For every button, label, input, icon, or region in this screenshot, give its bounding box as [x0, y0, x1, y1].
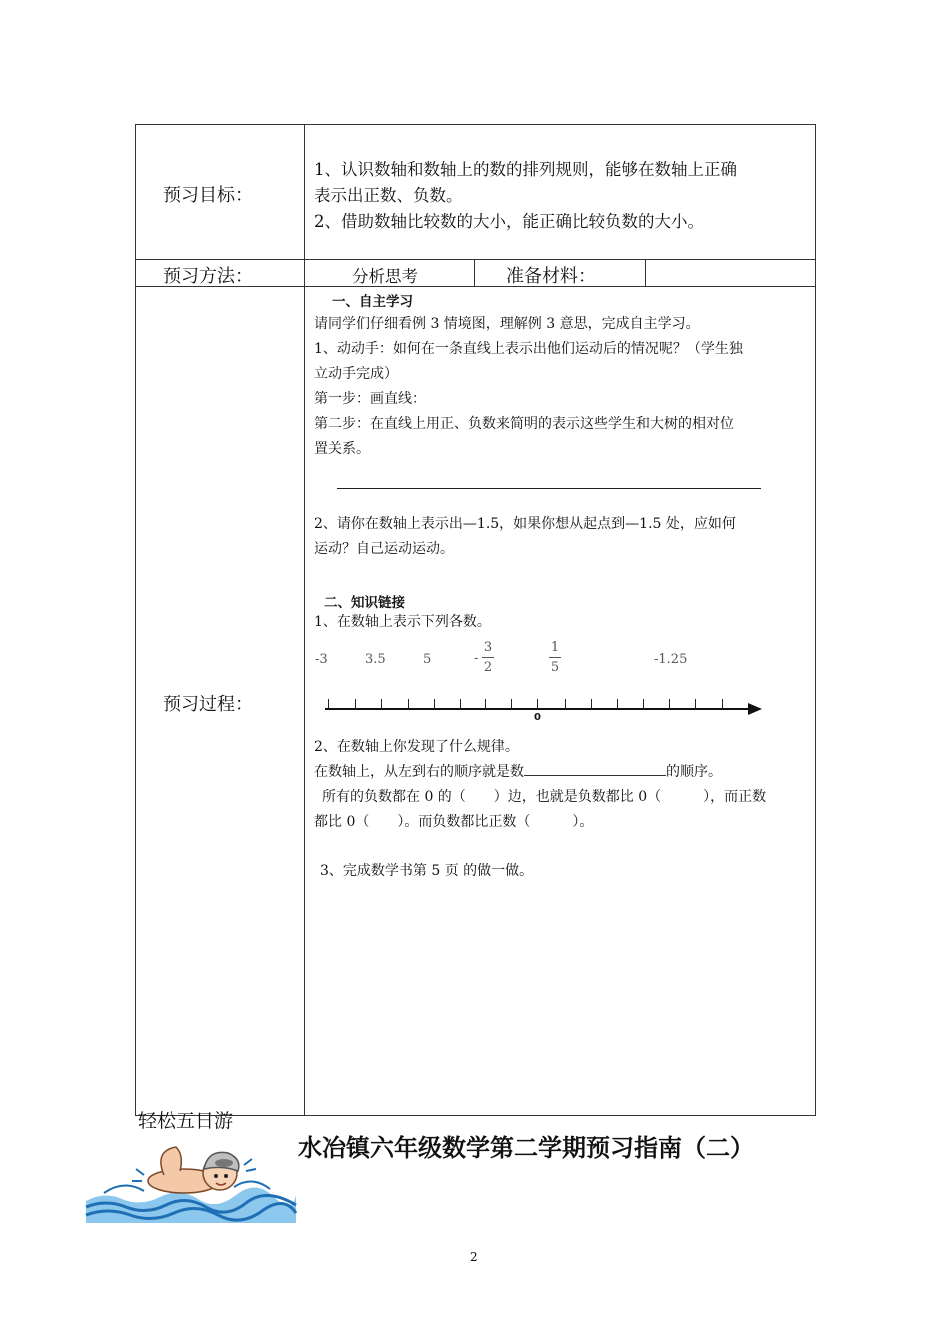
answer-blank-order[interactable]: [524, 759, 666, 776]
axis-zero-label: 0: [534, 712, 541, 723]
goal-line-2: 表示出正数、负数。: [314, 186, 463, 205]
axis-tick: [643, 699, 644, 709]
axis-tick: [434, 699, 435, 709]
fraction-1-numerator: 3: [483, 640, 493, 655]
drawing-line: [337, 488, 761, 489]
axis-tick: [617, 699, 618, 709]
section-1-intro: 请同学们仔细看例 3 情境图，理解例 3 意思，完成自主学习。: [314, 316, 700, 332]
axis-tick: [485, 699, 486, 709]
method-divider-2: [645, 259, 646, 287]
fraction-2-bar: [549, 657, 561, 658]
section-1-title: 一、自主学习: [332, 294, 413, 310]
question-1-line-1: 1、动动手：如何在一条直线上表示出他们运动后的情况呢？（学生独: [314, 341, 743, 357]
fraction-1-denominator: 2: [483, 660, 493, 675]
table-row-divider-1: [135, 259, 816, 260]
axis-tick: [591, 699, 592, 709]
number-neg-1-25: -1.25: [654, 652, 688, 667]
question-2-line-2: 运动？自己运动运动。: [314, 541, 454, 557]
knowledge-2-line-2: 所有的负数都在 0 的（ ）边，也就是负数都比 0（ ），而正数: [322, 789, 767, 805]
table-border-left: [135, 124, 136, 1116]
fraction-2-numerator: 1: [550, 640, 560, 655]
knowledge-2-line-1-end: 的顺序。: [666, 764, 722, 780]
method-label: 预习方法：: [163, 266, 253, 287]
swimmer-icon: [84, 1135, 298, 1225]
fraction-1-bar: [482, 657, 494, 658]
axis-tick: [695, 699, 696, 709]
knowledge-2-line-1-start: 在数轴上，从左到右的顺序就是数: [314, 764, 524, 780]
fraction-1-5: [549, 640, 561, 675]
table-border-top: [135, 124, 816, 125]
materials-label: 准备材料：: [506, 266, 596, 287]
axis-tick: [722, 699, 723, 709]
axis-tick: [408, 699, 409, 709]
knowledge-2: 2、在数轴上你发现了什么规律。: [314, 739, 519, 755]
axis-tick: [565, 699, 566, 709]
number-3-5: 3.5: [365, 652, 386, 667]
number-neg-3: -3: [315, 652, 328, 667]
knowledge-2-line-3: 都比 0（ ）。而负数都比正数（ ）。: [314, 814, 594, 830]
number-axis: [325, 697, 765, 721]
number-axis-arrow-icon: [748, 703, 762, 715]
step-2-line-1: 第二步：在直线上用正、负数来简明的表示这些学生和大树的相对位: [314, 416, 734, 432]
knowledge-1: 1、在数轴上表示下列各数。: [314, 614, 491, 630]
axis-tick: [511, 699, 512, 709]
goal-line-3: 2、借助数轴比较数的大小，能正确比较负数的大小。: [314, 212, 704, 231]
axis-tick: [328, 699, 329, 709]
table-col-divider: [304, 124, 305, 1116]
table-border-right: [815, 124, 816, 1116]
knowledge-2-line-1: [314, 759, 722, 785]
axis-tick: [355, 699, 356, 709]
knowledge-3: 3、完成数学书第 5 页 的做一做。: [320, 863, 534, 879]
goal-label: 预习目标：: [163, 185, 253, 206]
section-2-title: 二、知识链接: [324, 595, 405, 611]
question-2-line-1: 2、请你在数轴上表示出—1.5，如果你想从起点到—1.5 处，应如何: [314, 516, 736, 532]
footer-tag: 轻松五日游: [138, 1110, 234, 1132]
step-1: 第一步：画直线：: [314, 391, 426, 407]
table-border-bottom: [135, 1115, 816, 1116]
fraction-2-denominator: 5: [550, 660, 560, 675]
footer-title: 水冶镇六年级数学第二学期预习指南（二）: [298, 1134, 754, 1162]
step-2-line-2: 置关系。: [314, 441, 370, 457]
goal-line-1: 1、认识数轴和数轴上的数的排列规则，能够在数轴上正确: [314, 160, 737, 179]
fraction-1-sign: -: [474, 651, 479, 666]
axis-tick: [460, 699, 461, 709]
axis-tick: [669, 699, 670, 709]
question-1-line-2: 立动手完成）: [314, 366, 398, 382]
axis-tick: [381, 699, 382, 709]
process-label: 预习过程：: [163, 694, 253, 715]
axis-tick-zero: [537, 699, 538, 709]
method-divider-1: [474, 259, 475, 287]
number-5: 5: [423, 652, 432, 667]
method-value: 分析思考: [352, 267, 418, 286]
page-number: 2: [470, 1250, 478, 1264]
fraction-neg-3-2: [482, 640, 494, 675]
